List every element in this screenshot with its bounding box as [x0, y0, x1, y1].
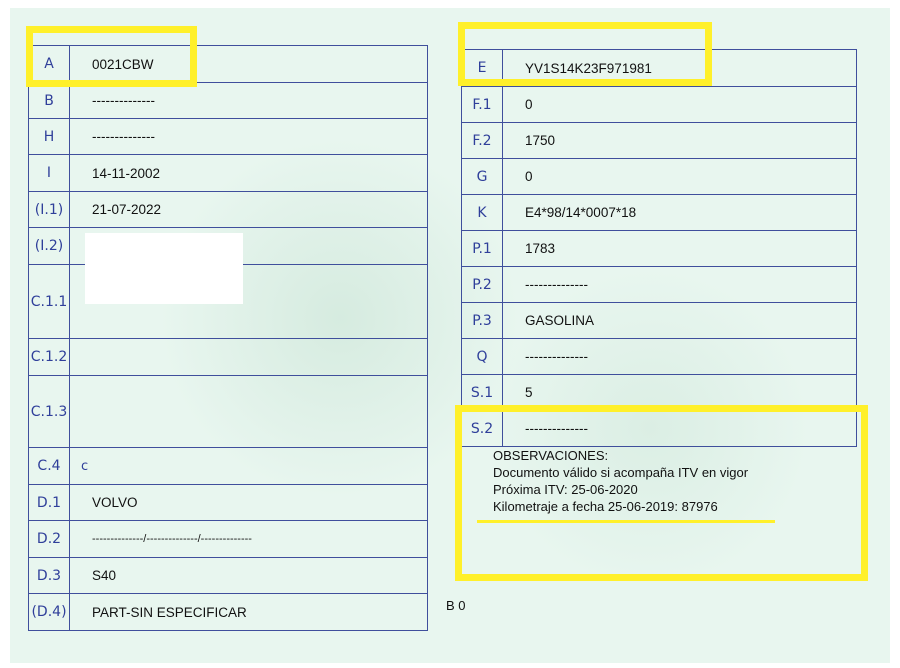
field-code: C.1.1: [29, 265, 70, 338]
field-value: --------------: [92, 93, 155, 108]
table-row: [29, 83, 427, 119]
field-code: P.1: [462, 231, 503, 266]
field-code: A: [29, 46, 70, 82]
left-field-table: [28, 45, 428, 631]
field-code: C.1.2: [29, 339, 70, 375]
field-code: (I.2): [29, 228, 70, 264]
field-value: --------------/--------------/--------------: [92, 533, 252, 545]
field-value: --------------: [92, 129, 155, 144]
field-value: E4*98/14*0007*18: [525, 205, 637, 220]
field-value: S40: [92, 568, 117, 583]
field-value: 0: [525, 169, 533, 184]
highlight-underline: [477, 520, 775, 523]
observations-line: Kilometraje a fecha 25-06-2019: 87976: [493, 499, 718, 514]
field-value: PART-SIN ESPECIFICAR: [92, 604, 247, 620]
field-code: F.2: [462, 123, 503, 158]
table-row: [29, 192, 427, 228]
field-code: D.2: [29, 521, 70, 557]
right-field-table: [461, 49, 857, 447]
table-row: [462, 231, 856, 267]
table-row: [29, 448, 427, 485]
highlight-box: [458, 22, 712, 86]
table-row: [29, 485, 427, 521]
field-value: --------------: [525, 349, 588, 364]
table-row: [29, 521, 427, 558]
table-row: [29, 558, 427, 594]
table-row: [29, 594, 427, 630]
field-value: 14-11-2002: [92, 165, 161, 181]
field-value: 0: [525, 97, 533, 112]
table-row: [462, 303, 856, 339]
footer-code: B 0: [446, 598, 466, 613]
table-row: [29, 119, 427, 155]
redaction-box: [85, 233, 243, 304]
field-value: 0021CBW: [92, 56, 154, 72]
table-row: [462, 87, 856, 123]
table-row: [29, 155, 427, 192]
field-code: S.2: [462, 411, 503, 446]
field-code: B: [29, 83, 70, 118]
table-row: [29, 376, 427, 448]
table-row: [462, 123, 856, 159]
table-row: [462, 267, 856, 303]
field-code: C.1.3: [29, 376, 70, 447]
field-code: Q: [462, 339, 503, 374]
field-code: K: [462, 195, 503, 230]
field-value: c: [81, 458, 89, 474]
highlight-box: [26, 26, 197, 87]
field-code: S.1: [462, 375, 503, 410]
field-code: C.4: [29, 448, 70, 484]
field-value: --------------: [525, 277, 588, 292]
field-code: P.2: [462, 267, 503, 302]
field-code: I: [29, 155, 70, 191]
field-code: G: [462, 159, 503, 194]
table-row: [462, 339, 856, 375]
highlight-box: [455, 405, 868, 581]
field-value: GASOLINA: [525, 313, 595, 328]
table-row: [462, 195, 856, 231]
field-value: 1750: [525, 133, 556, 148]
observations-line: Próxima ITV: 25-06-2020: [493, 482, 638, 497]
field-code: P.3: [462, 303, 503, 338]
field-code: E: [462, 50, 503, 86]
table-row: [29, 339, 427, 376]
field-value: 21-07-2022: [92, 202, 162, 217]
field-code: D.3: [29, 558, 70, 593]
field-value: YV1S14K23F971981: [525, 60, 652, 76]
field-code: D.1: [29, 485, 70, 520]
table-row: [462, 159, 856, 195]
field-value: 5: [525, 385, 533, 400]
field-value: VOLVO: [92, 495, 138, 510]
observations-title: OBSERVACIONES:: [493, 448, 609, 463]
field-code: H: [29, 119, 70, 154]
field-code: (I.1): [29, 192, 70, 227]
field-code: F.1: [462, 87, 503, 122]
field-value: 1783: [525, 241, 556, 256]
field-value: --------------: [525, 421, 588, 436]
observations-line: Documento válido si acompaña ITV en vigor: [493, 465, 749, 480]
field-code: (D.4): [29, 594, 70, 630]
